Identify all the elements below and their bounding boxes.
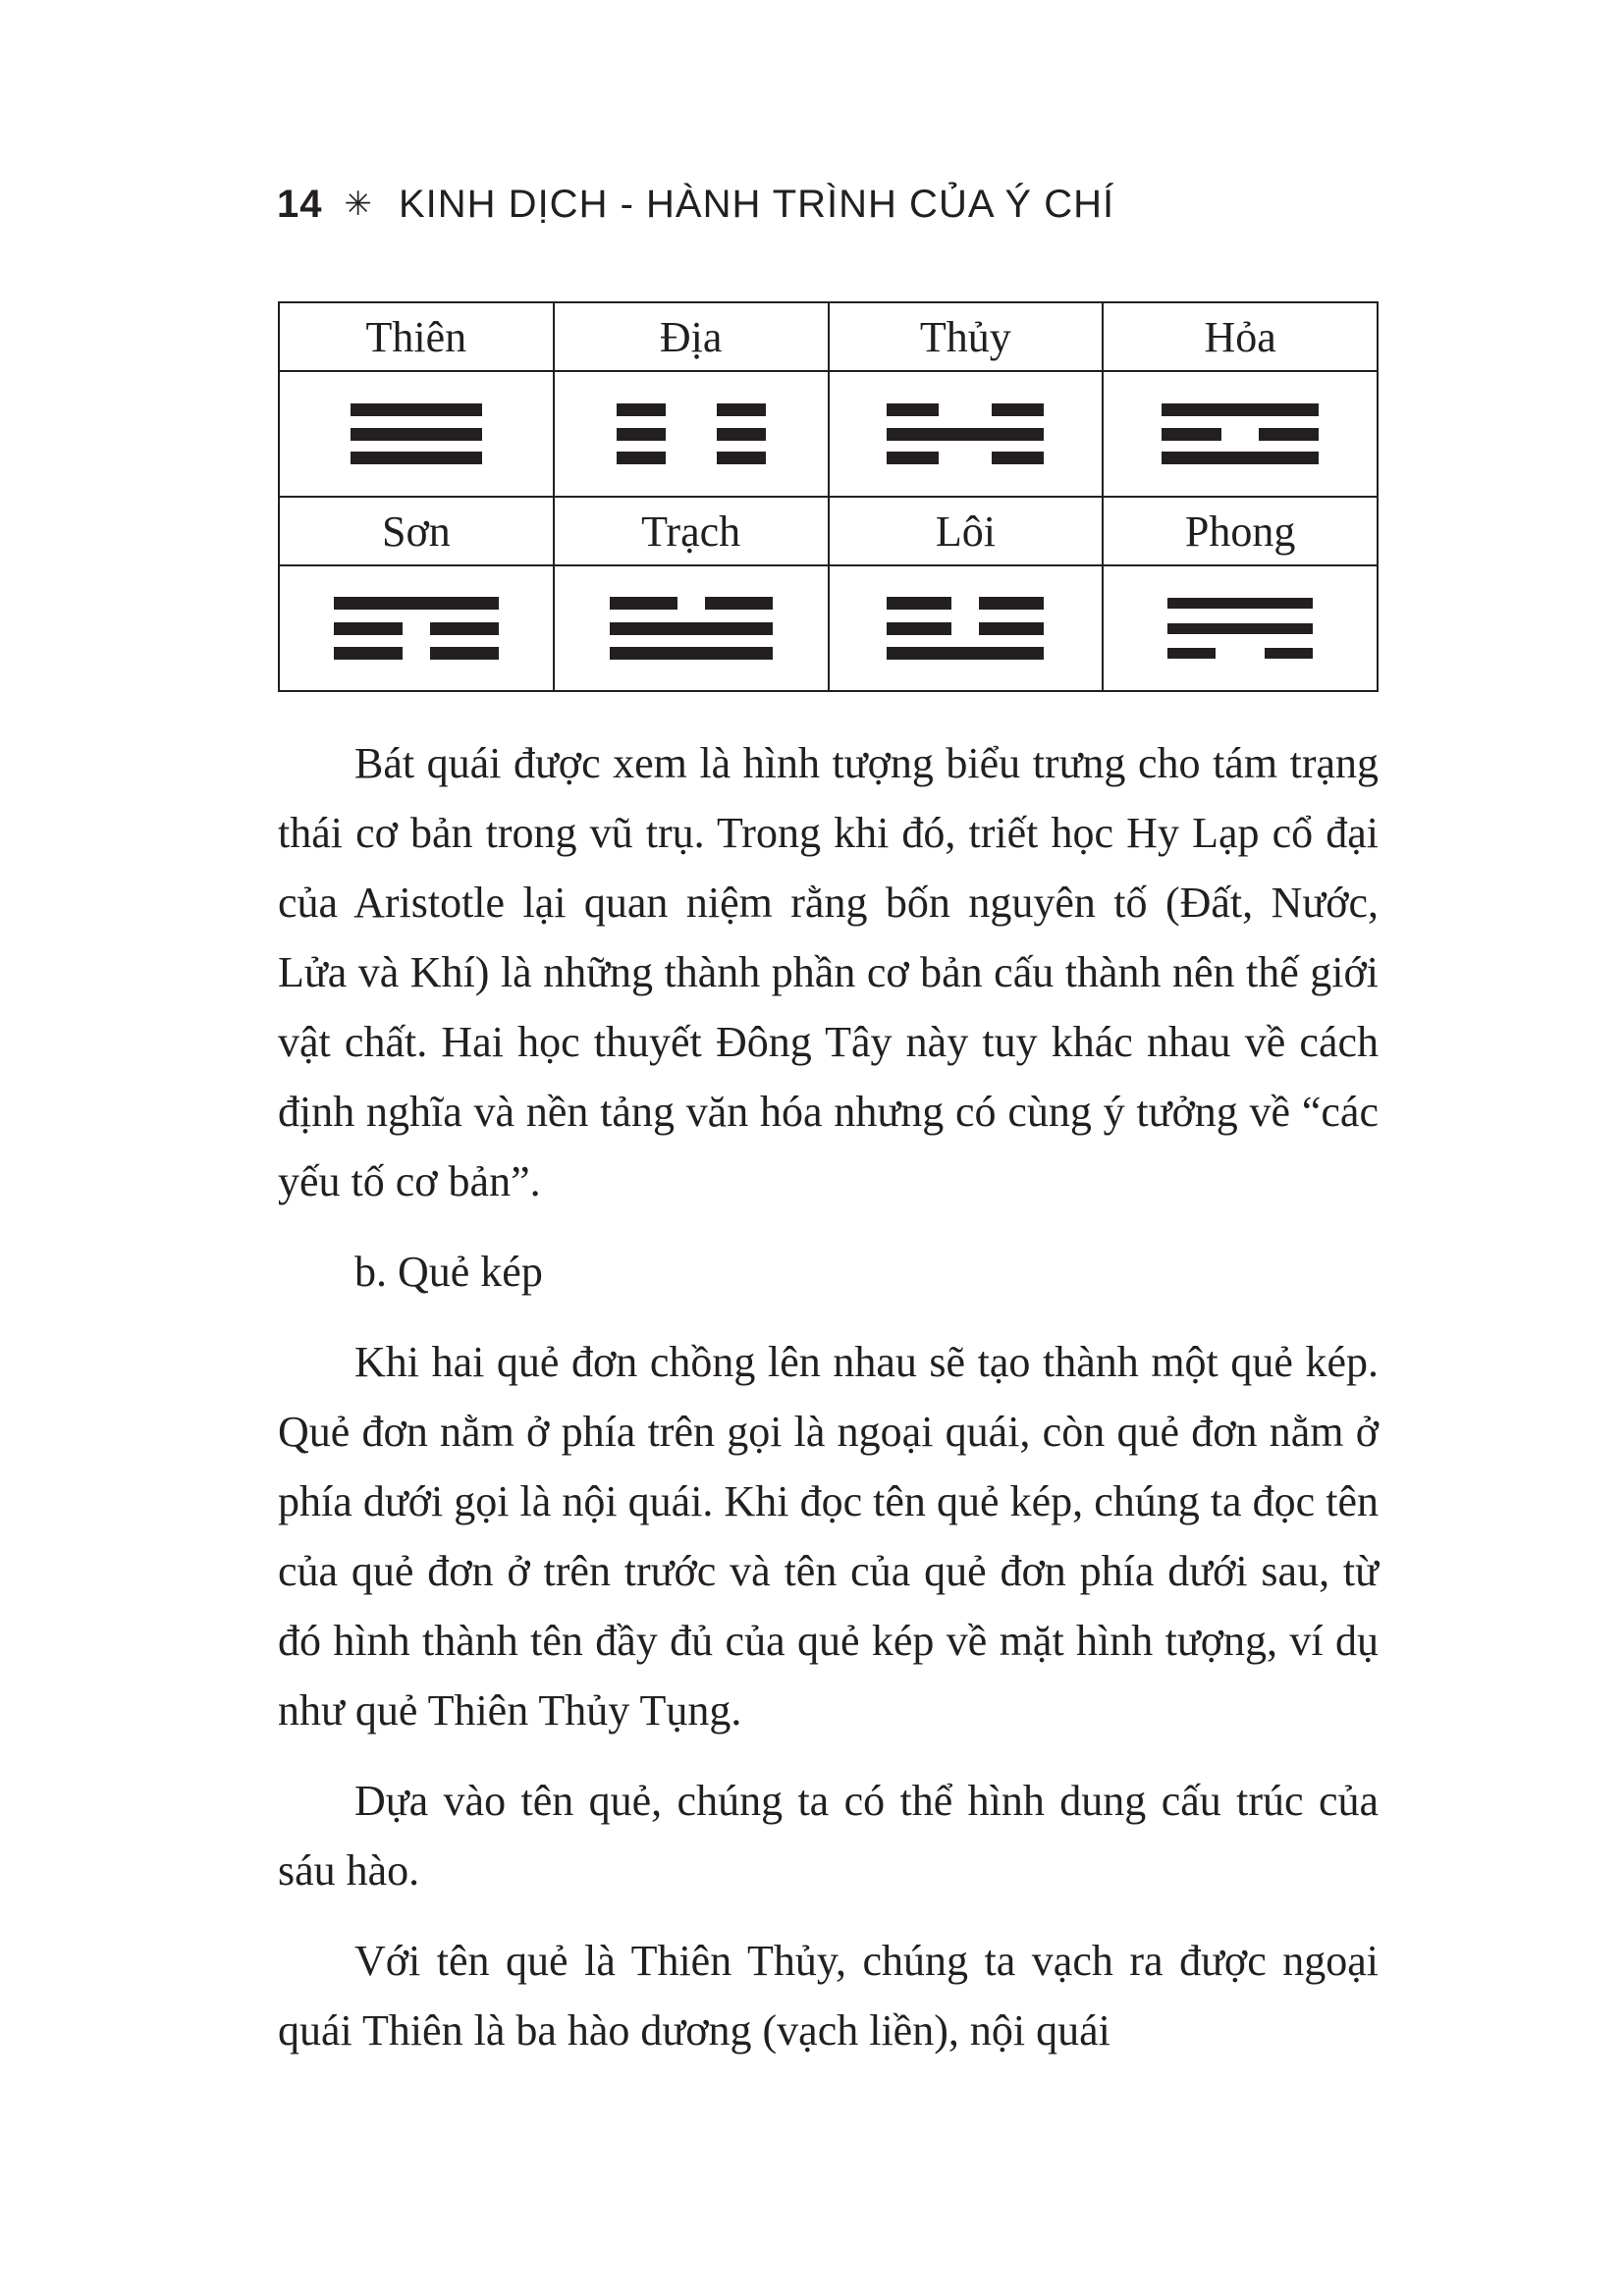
line-segment [1167,648,1216,659]
asterisk-icon: ✳ [344,186,373,223]
trigram-name-row [279,302,1378,371]
trigram-symbol-cell [279,371,554,497]
trigram-phong-icon [1167,598,1313,659]
yang-line [1162,403,1319,416]
line-segment [334,647,403,660]
trigram-symbol-cell [554,371,829,497]
line-segment [617,452,666,464]
trigram-name-cell: Hỏa [1103,302,1378,371]
trigram-symbol-cell [554,565,829,691]
body-text [278,728,1379,2086]
paragraph-que-kep: Khi hai quẻ đơn chồng lên nhau sẽ tạo thành một quẻ kép. Quẻ đơn nằm ở phía trên gọi là ngoại quái, còn quẻ đơn nằm ở phía dưới gọi là nội quái. Khi đọc tên quẻ kép, chúng ta đọc tên của quẻ đơn ở trên trước và tên của quẻ đơn phía dưới sau, từ đó hình thành tên đầy đủ của quẻ kép về mặt hình tượng, ví dụ như quẻ Thiên Thủy Tụng. [278,1338,1379,1735]
yang-line [887,647,1044,660]
line-segment [617,428,666,441]
section-heading-que-kep: b. Quẻ kép [354,1248,543,1296]
line-segment [351,452,482,464]
trigram-name-cell: Phong [1103,497,1378,565]
trigram-symbol-row [279,565,1378,691]
yang-line [1167,598,1313,609]
book-title: KINH DỊCH - HÀNH TRÌNH CỦA Ý CHÍ [399,182,1115,226]
yin-line [1167,648,1313,659]
trigram-symbol-cell [279,565,554,691]
line-segment [334,597,499,610]
page-number: 14 [277,182,323,226]
yin-line [887,622,1044,635]
yang-line [887,428,1044,441]
line-segment [1265,648,1313,659]
yin-line [617,403,766,416]
trigram-symbol-cell [1103,565,1378,691]
line-segment [887,403,939,416]
yin-line [617,428,766,441]
trigram-symbol-cell [829,371,1104,497]
yin-line [887,597,1044,610]
line-segment [430,647,499,660]
trigram-table [278,301,1379,692]
line-segment [979,622,1044,635]
yin-line [610,597,773,610]
trigram-name-row [279,497,1378,565]
line-segment [887,647,1044,660]
line-segment [887,428,1044,441]
trigram-name-cell: Địa [554,302,829,371]
line-segment [979,597,1044,610]
line-segment [617,403,666,416]
paragraph-bat-quai: Bát quái được xem là hình tượng biểu trưng cho tám trạng thái cơ bản trong vũ trụ. Trong khi đó, triết học Hy Lạp cổ đại của Aristotle lại quan niệm rằng bốn nguyên tố (Đất, Nước, Lửa và Khí) là những thành phần cơ bản cấu thành nên thế giới vật chất. Hai học thuyết Đông Tây này tuy khác nhau về cách định nghĩa và nền tảng văn hóa nhưng có cùng ý tưởng về “các yếu tố cơ bản”. [278,739,1379,1205]
yang-line [351,403,482,416]
yang-line [610,647,773,660]
line-segment [1259,428,1319,441]
trigram-name-cell: Thiên [279,302,554,371]
trigram-name-cell: Thủy [829,302,1104,371]
line-segment [887,597,951,610]
line-segment [717,428,766,441]
line-segment [430,622,499,635]
line-segment [610,597,677,610]
yang-line [351,428,482,441]
trigram-symbol-cell [829,565,1104,691]
line-segment [1162,428,1221,441]
line-segment [1167,598,1313,609]
yin-line [617,452,766,464]
trigram-son-icon [334,597,499,660]
line-segment [1167,623,1313,634]
yang-line [1162,452,1319,464]
line-segment [887,622,951,635]
line-segment [351,428,482,441]
trigram-hoa-icon [1162,403,1319,464]
trigram-name-cell: Trạch [554,497,829,565]
line-segment [334,622,403,635]
yin-line [334,647,499,660]
yin-line [334,622,499,635]
line-segment [351,403,482,416]
line-segment [887,452,939,464]
line-segment [717,452,766,464]
running-header [277,175,1114,234]
trigram-name-cell: Lôi [829,497,1104,565]
trigram-loi-icon [887,597,1044,660]
yang-line [610,622,773,635]
trigram-dia-icon [617,403,766,464]
yin-line [1162,428,1319,441]
trigram-trach-icon [610,597,773,660]
line-segment [992,452,1044,464]
yang-line [334,597,499,610]
trigram-name-cell: Sơn [279,497,554,565]
trigram-thuy-icon [887,403,1044,464]
yin-line [887,403,1044,416]
paragraph-voi-ten-que: Với tên quẻ là Thiên Thủy, chúng ta vạch ra được ngoại quái Thiên là ba hào dương (vạch liền), nội quái [278,1937,1379,2055]
paragraph-dua-vao-ten-que: Dựa vào tên quẻ, chúng ta có thể hình dung cấu trúc của sáu hào. [278,1777,1379,1895]
line-segment [610,622,773,635]
trigram-symbol-cell [1103,371,1378,497]
line-segment [1162,452,1319,464]
line-segment [992,403,1044,416]
line-segment [610,647,773,660]
yin-line [887,452,1044,464]
yang-line [351,452,482,464]
yang-line [1167,623,1313,634]
trigram-thien-icon [351,403,482,464]
line-segment [1162,403,1319,416]
trigram-symbol-row [279,371,1378,497]
line-segment [717,403,766,416]
line-segment [705,597,773,610]
